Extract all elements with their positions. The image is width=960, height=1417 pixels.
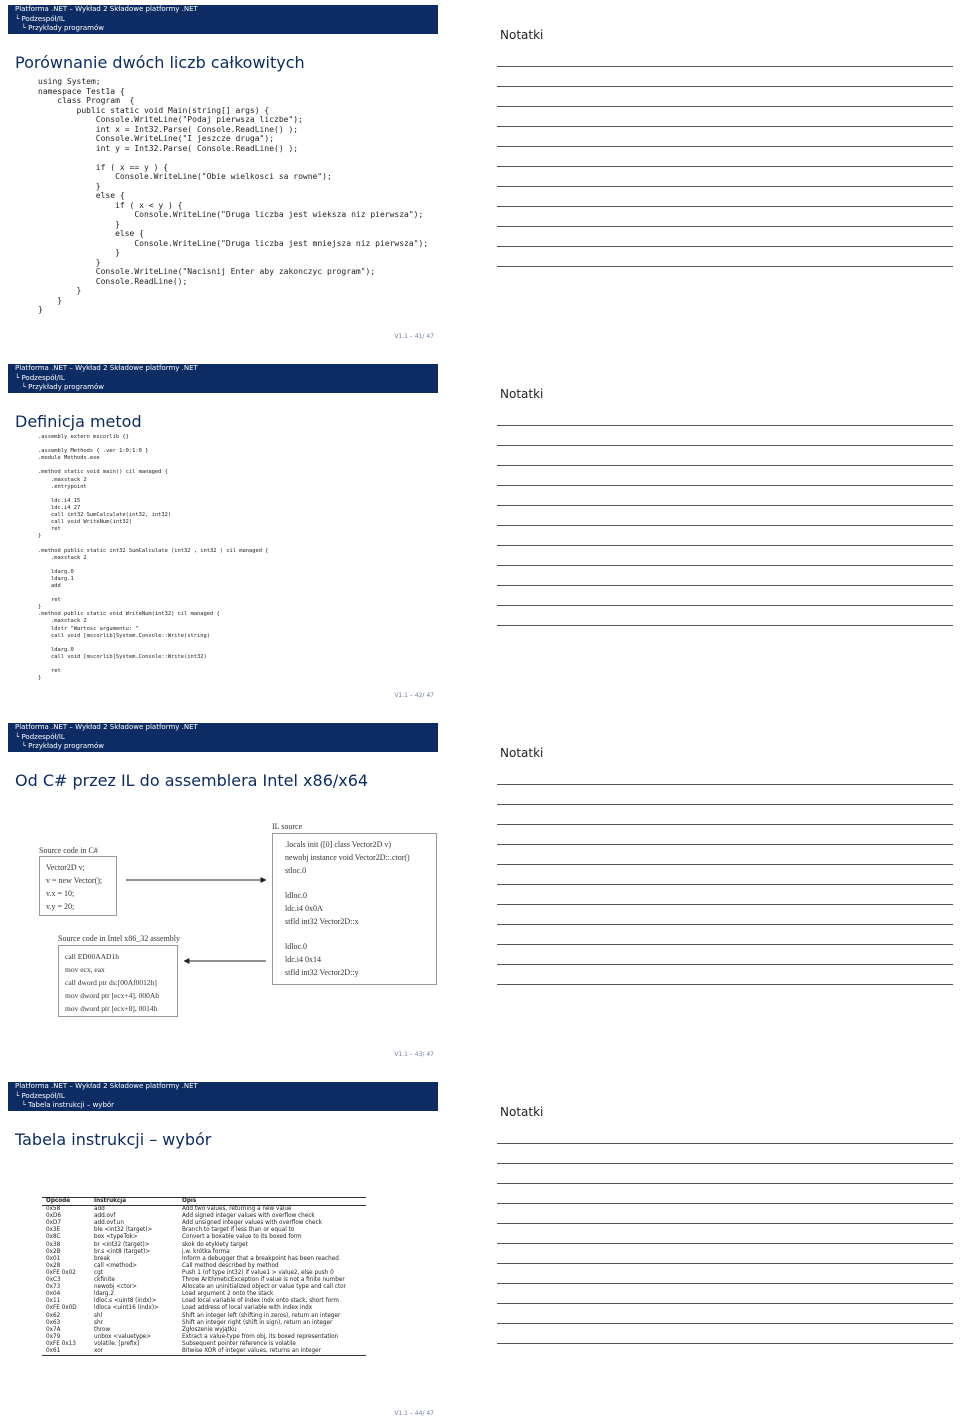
slide-footer: V1.1 – 43/ 47 — [394, 1051, 434, 1058]
instruction-cell: cgt — [94, 1269, 103, 1276]
opcode-cell: 0x11 — [46, 1298, 61, 1305]
slide-43 — [8, 723, 438, 1058]
header-subsection-label: Przykłady programów — [28, 742, 104, 750]
il-line: stfld int32 Vector2D::x — [285, 917, 359, 926]
asm-line: call ED00AAD1h — [65, 952, 119, 961]
description-cell: Add signed integer values with overflow check — [182, 1213, 315, 1220]
table-row — [42, 1291, 366, 1298]
instruction-cell: throw — [94, 1326, 111, 1333]
header-section-label: Podzespół/IL — [21, 1091, 65, 1100]
il-line: ldloc.0 — [285, 891, 307, 900]
opcode-cell: 0x63 — [46, 1319, 61, 1326]
opcode-cell: 0x8C — [46, 1234, 61, 1241]
instruction-cell: br <int32 (target)> — [94, 1241, 150, 1248]
description-cell: j.w. krótka forma — [182, 1248, 230, 1255]
il-source-label: IL source — [272, 822, 303, 831]
column-header-description: Opis — [178, 1198, 366, 1206]
table-row — [42, 1277, 366, 1284]
opcode-cell: 0x61 — [42, 1348, 90, 1356]
asm-line: mov dword ptr [ecx+4], 000Ah — [65, 991, 160, 1000]
header-section: └ Podzespół/IL — [8, 1092, 438, 1102]
slide-title: Definicja metod — [15, 412, 142, 431]
slide-42 — [8, 364, 438, 699]
header-subsection-label: Przykłady programów — [28, 383, 104, 391]
slide-header — [8, 5, 438, 34]
header-course: Platforma .NET – Wykład 2 Składowe platformy .NET — [8, 1082, 438, 1092]
il-line: stfld int32 Vector2D::y — [285, 968, 359, 977]
description-cell: Bitwise XOR of integer values, returns an integer — [178, 1348, 366, 1356]
header-course: Platforma .NET – Wykład 2 Składowe platformy .NET — [8, 723, 438, 733]
description-cell: Branch to target if less than or equal to — [182, 1227, 295, 1234]
header-subsection: └ Przykłady programów — [8, 24, 438, 34]
header-section-label: Podzespół/IL — [21, 373, 65, 382]
slide-footer: V1.1 – 42/ 47 — [394, 692, 434, 699]
table-row — [42, 1206, 366, 1214]
slide-header — [8, 1082, 438, 1111]
opcode-cell: 0xC3 — [46, 1277, 61, 1284]
table-row — [42, 1234, 366, 1241]
description-cell: Shift an integer right (shift in sign), return an integer — [182, 1319, 333, 1326]
notes-panel-42 — [497, 387, 953, 626]
instruction-cell: br.s <int8 (target)> — [94, 1248, 151, 1255]
instruction-cell: add — [94, 1206, 105, 1213]
il-line: stloc.0 — [285, 866, 307, 875]
instruction-cell: volatile. [prefix] — [94, 1340, 140, 1347]
instruction-cell: newobj <ctor> — [94, 1284, 137, 1291]
header-section-label: Podzespół/IL — [21, 14, 65, 23]
instruction-cell: call <method> — [94, 1262, 138, 1269]
instruction-cell: add.ovf.un — [94, 1220, 124, 1227]
slide-footer: V1.1 – 44/ 47 — [394, 1410, 434, 1417]
description-cell: Load local variable of index indx onto stack, short form — [182, 1298, 339, 1305]
table-row — [42, 1334, 366, 1341]
asm-line: call dword ptr ds:[00Af0012h] — [65, 978, 157, 987]
description-cell: Load address of local variable with index indx — [182, 1305, 313, 1312]
instruction-cell: shl — [94, 1312, 103, 1319]
description-cell: Allocate an uninitialized object or value type and call ctor — [182, 1284, 346, 1291]
instruction-cell: xor — [90, 1348, 178, 1356]
header-section: └ Podzespół/IL — [8, 15, 438, 25]
instruction-cell: unbox <valuetype> — [94, 1333, 152, 1340]
instruction-cell: break — [94, 1255, 111, 1262]
description-cell: Add unsigned integer values with overflow check — [182, 1220, 322, 1227]
column-header-opcode: Opcode — [42, 1198, 90, 1206]
il-line: ldloc.0 — [285, 942, 307, 951]
opcode-cell: 0x28 — [46, 1262, 61, 1269]
instruction-cell: ldloc.s <uint8 (indx)> — [94, 1298, 157, 1305]
table-row — [42, 1220, 366, 1227]
il-code-block: .assembly extern mscorlib {} .assembly Methods { .ver 1:0:1:0 } .module Methods.exe .method static void main() cil managed { .maxstack 2 .entrypoint ldc.i4 15 ldc.i4 27 call int32 SumCalculate(int32, int32) call void WriteNum(int32) ret } .method public static int32 SumCalculate (int32 , int32 ) cil managed { .maxstack 2 ldarg.0 ldarg.1 add ret } .method public static void WriteNum(int32) cil managed { .maxstack 2 ldstr "Wartosc argumentu: " call void [mscorlib]System.Console::Write(string) ldarg.0 call void [mscorlib]System.Console::Write(int32) ret } — [38, 434, 269, 682]
header-subsection: └ Przykłady programów — [8, 742, 438, 752]
cs-line: v.x = 10; — [46, 889, 75, 898]
slide-title: Porównanie dwóch liczb całkowitych — [15, 53, 305, 72]
cs-line: Vector2D v; — [46, 863, 85, 872]
notes-label: Notatki — [500, 387, 544, 401]
opcode-cell: 0x62 — [46, 1312, 61, 1319]
description-cell: Throw ArithmeticException if value is not a finite number — [182, 1277, 345, 1284]
header-subsection-label: Tabela instrukcji – wybór — [28, 1101, 115, 1109]
csharp-source-label: Source code in C# — [39, 846, 98, 855]
opcode-cell: 0xD6 — [46, 1213, 61, 1220]
notes-label: Notatki — [500, 28, 544, 42]
header-section: └ Podzespół/IL — [8, 733, 438, 743]
slide-41 — [8, 5, 438, 340]
header-subsection: └ Przykłady programów — [8, 383, 438, 393]
table-row — [42, 1341, 366, 1348]
opcode-cell: 0x38 — [46, 1241, 61, 1248]
csharp-code-block: using System; namespace Test1a { class Program { public static void Main(string[] args) { Console.WriteLine("Podaj pierwsza liczbe"); int x = Int32.Parse( Console.ReadLine() ); Console.WriteLine("I jeszcze druga"); int y = Int32.Parse( Console.ReadLine() ); if ( x == y ) { Console.WriteLine("Obie wielkosci sa rowne"); } else { if ( x < y ) { Console.WriteLine("Druga liczba jest wieksza niz pierwsza"); } else { Console.WriteLine("Druga liczba jest mniejsza niz pierwsza"); } } Console.WriteLine("Nacisnij Enter aby zakonczyc program"); Console.ReadLine(); } } } — [38, 77, 429, 314]
description-cell: Convert a boxable value to its boxed form — [182, 1234, 302, 1241]
description-cell: Extract a value-type from obj, its boxed representation — [182, 1333, 339, 1340]
notes-label: Notatki — [500, 1105, 544, 1119]
il-line: newobj instance void Vector2D::.ctor() — [285, 853, 410, 862]
table-row — [42, 1242, 366, 1249]
opcode-cell: 0xD7 — [46, 1220, 61, 1227]
header-subsection-label: Przykłady programów — [28, 24, 104, 32]
table-row — [42, 1256, 366, 1263]
table-row — [42, 1270, 366, 1277]
description-cell: Push 1 (of type int32) if value1 > value2, else push 0 — [182, 1269, 334, 1276]
table-row — [42, 1298, 366, 1305]
header-course: Platforma .NET – Wykład 2 Składowe platformy .NET — [8, 364, 438, 374]
table-row — [42, 1284, 366, 1291]
table-row — [42, 1213, 366, 1220]
asm-line: mov ecx, eax — [65, 965, 105, 974]
description-cell: Shift an integer left (shifting in zeros), return an integer — [182, 1312, 341, 1319]
cs-line: v.y = 20; — [46, 902, 75, 911]
table-row — [42, 1227, 366, 1234]
opcode-cell: 0x79 — [46, 1333, 61, 1340]
instruction-cell: ldloca <uint16 (indx)> — [94, 1305, 159, 1312]
description-cell: Inform a debugger that a breakpoint has been reached — [182, 1255, 339, 1262]
notes-panel-43 — [497, 746, 953, 985]
notes-label: Notatki — [500, 746, 544, 760]
il-line: .locals init ([0] class Vector2D v) — [285, 840, 392, 849]
instruction-cell: ckfinite — [94, 1277, 115, 1284]
header-section: └ Podzespół/IL — [8, 374, 438, 384]
slide-header — [8, 364, 438, 393]
column-header-instruction: Instrukcja — [90, 1198, 178, 1206]
table-header-row — [42, 1198, 366, 1206]
cs-line: v = new Vector(); — [46, 876, 103, 885]
description-cell: Subsequent pointer reference is volatile — [182, 1340, 296, 1347]
instruction-cell: add.ovf — [94, 1213, 116, 1220]
header-course: Platforma .NET – Wykład 2 Składowe platformy .NET — [8, 5, 438, 15]
header-section-label: Podzespół/IL — [21, 732, 65, 741]
header-subsection: └ Tabela instrukcji – wybór — [8, 1101, 438, 1111]
opcode-cell: 0x58 — [46, 1206, 61, 1213]
table-row — [42, 1263, 366, 1270]
opcode-cell: 0xFE 0x02 — [46, 1269, 76, 1276]
opcode-cell: 0x04 — [46, 1291, 61, 1298]
table-row — [42, 1327, 366, 1334]
instruction-cell: box <typeTok> — [94, 1234, 138, 1241]
instruction-table — [42, 1197, 366, 1356]
opcode-cell: 0xFE 0x13 — [46, 1340, 76, 1347]
slide-title: Tabela instrukcji – wybór — [15, 1130, 212, 1149]
description-cell: Call method described by method — [182, 1262, 279, 1269]
description-cell: Load argument 2 onto the stack — [182, 1291, 274, 1298]
notes-panel-44 — [497, 1105, 953, 1344]
slide-44 — [8, 1082, 438, 1417]
instruction-cell: shr — [94, 1319, 103, 1326]
opcode-cell: 0x7A — [46, 1326, 61, 1333]
instruction-cell: ble <int32 (target)> — [94, 1227, 153, 1234]
table-row — [42, 1348, 366, 1356]
table-row — [42, 1320, 366, 1327]
description-cell: skok do etykiety target — [182, 1241, 248, 1248]
asm-line: mov dword ptr [ecx+8], 0014h — [65, 1004, 158, 1013]
description-cell: Add two values, returning a new value — [182, 1206, 292, 1213]
table-row — [42, 1305, 366, 1312]
description-cell: Zgłoszenie wyjątku — [182, 1326, 237, 1333]
il-line: ldc.i4 0x0A — [285, 904, 323, 913]
table-row — [42, 1313, 366, 1320]
slide-title: Od C# przez IL do assemblera Intel x86/x64 — [15, 771, 369, 790]
asm-source-label: Source code in Intel x86_32 assembly — [58, 934, 180, 943]
arrows — [8, 723, 438, 1058]
instruction-cell: ldarg.2 — [94, 1291, 114, 1298]
slide-footer: V1.1 – 41/ 47 — [394, 333, 434, 340]
table-row — [42, 1249, 366, 1256]
opcode-cell: 0x3E — [46, 1227, 61, 1234]
il-line: ldc.i4 0x14 — [285, 955, 321, 964]
opcode-cell: 0xFE 0x0D — [46, 1305, 77, 1312]
opcode-cell: 0x2B — [46, 1248, 61, 1255]
opcode-cell: 0x01 — [46, 1255, 61, 1262]
notes-panel-41 — [497, 28, 953, 267]
opcode-cell: 0x73 — [46, 1284, 61, 1291]
